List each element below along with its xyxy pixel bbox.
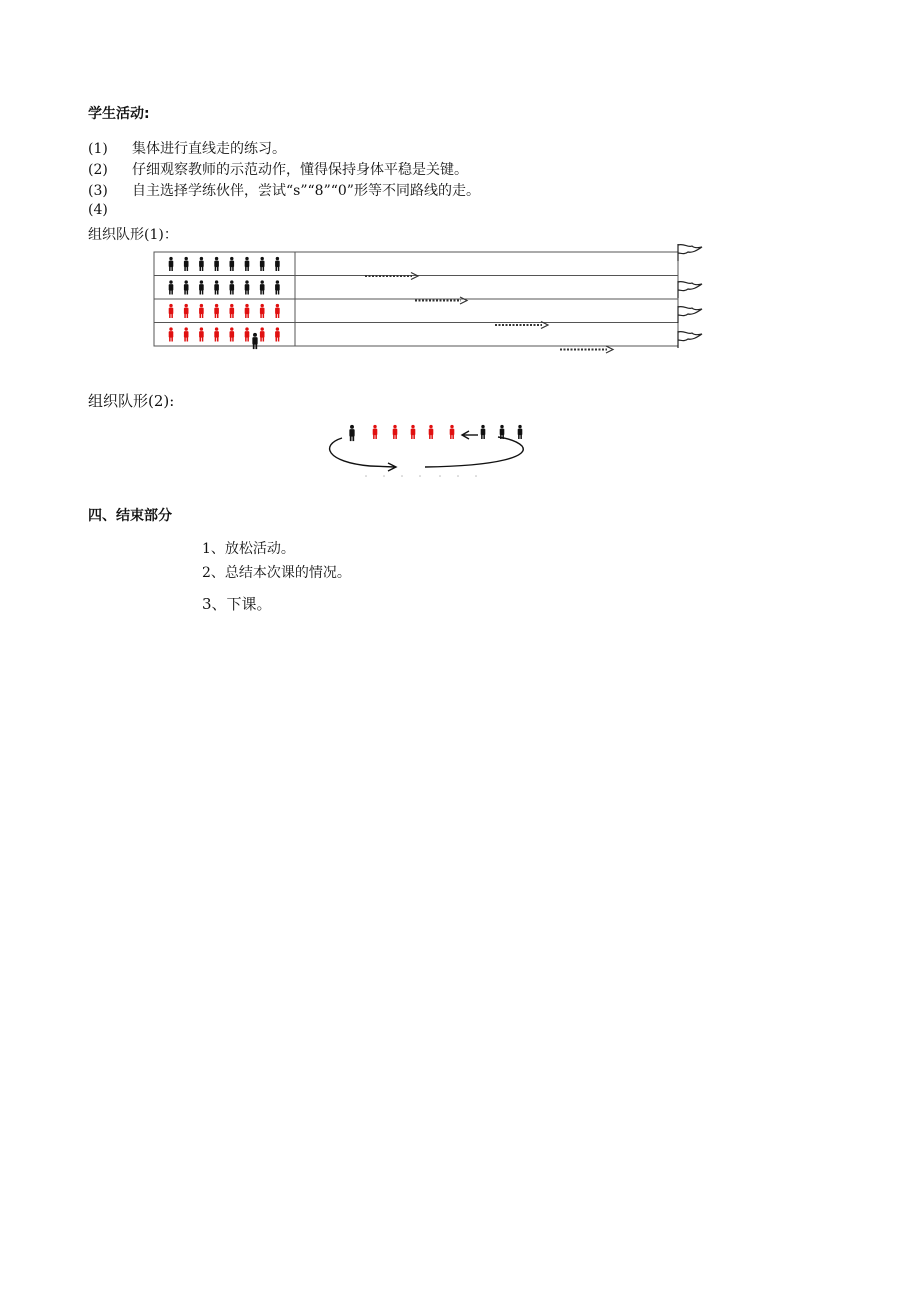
closing-item-3: 3、下课。 bbox=[202, 595, 272, 613]
loop-bottom-left bbox=[370, 466, 395, 467]
person-icon bbox=[429, 425, 434, 439]
dot bbox=[419, 475, 421, 477]
dot bbox=[401, 475, 403, 477]
person-icon bbox=[411, 425, 416, 439]
loop-left-arc bbox=[330, 438, 370, 466]
person-icon bbox=[349, 425, 354, 441]
person-icon bbox=[450, 425, 455, 439]
closing-item-2: 2、总结本次课的情况。 bbox=[202, 565, 351, 581]
dot bbox=[475, 475, 477, 477]
activity-item-number: (3) bbox=[88, 183, 108, 199]
activity-item-text: 仔细观察教师的示范动作，懂得保持身体平稳是关键。 bbox=[132, 162, 468, 178]
person-icon bbox=[500, 425, 505, 439]
activity-item-text: 集体进行直线走的练习。 bbox=[132, 141, 286, 157]
activity-item-number: (2) bbox=[88, 162, 108, 178]
person-icon bbox=[518, 425, 523, 439]
formation2-diagram bbox=[0, 0, 920, 500]
closing-heading: 四、结束部分 bbox=[88, 508, 172, 524]
faint-dots bbox=[365, 475, 477, 477]
person-icon bbox=[481, 425, 486, 439]
activity-item-number: (4) bbox=[88, 202, 108, 218]
loop-right-arc bbox=[425, 437, 523, 467]
person-icon bbox=[373, 425, 378, 439]
dot bbox=[365, 475, 367, 477]
activity-item-text: 自主选择学练伙伴，尝试“s”“8”“0”形等不同路线的走。 bbox=[132, 183, 480, 199]
closing-item-1: 1、放松活动。 bbox=[202, 541, 295, 557]
dot bbox=[457, 475, 459, 477]
loop-path bbox=[330, 437, 524, 467]
dot bbox=[439, 475, 441, 477]
dot bbox=[383, 475, 385, 477]
formation2-label: 组织队形(2): bbox=[88, 392, 175, 410]
formation1-label: 组织队形(1)： bbox=[88, 227, 178, 243]
activity-item-number: (1) bbox=[88, 141, 108, 157]
student-activity-heading: 学生活动: bbox=[88, 106, 150, 122]
person-icon bbox=[393, 425, 398, 439]
